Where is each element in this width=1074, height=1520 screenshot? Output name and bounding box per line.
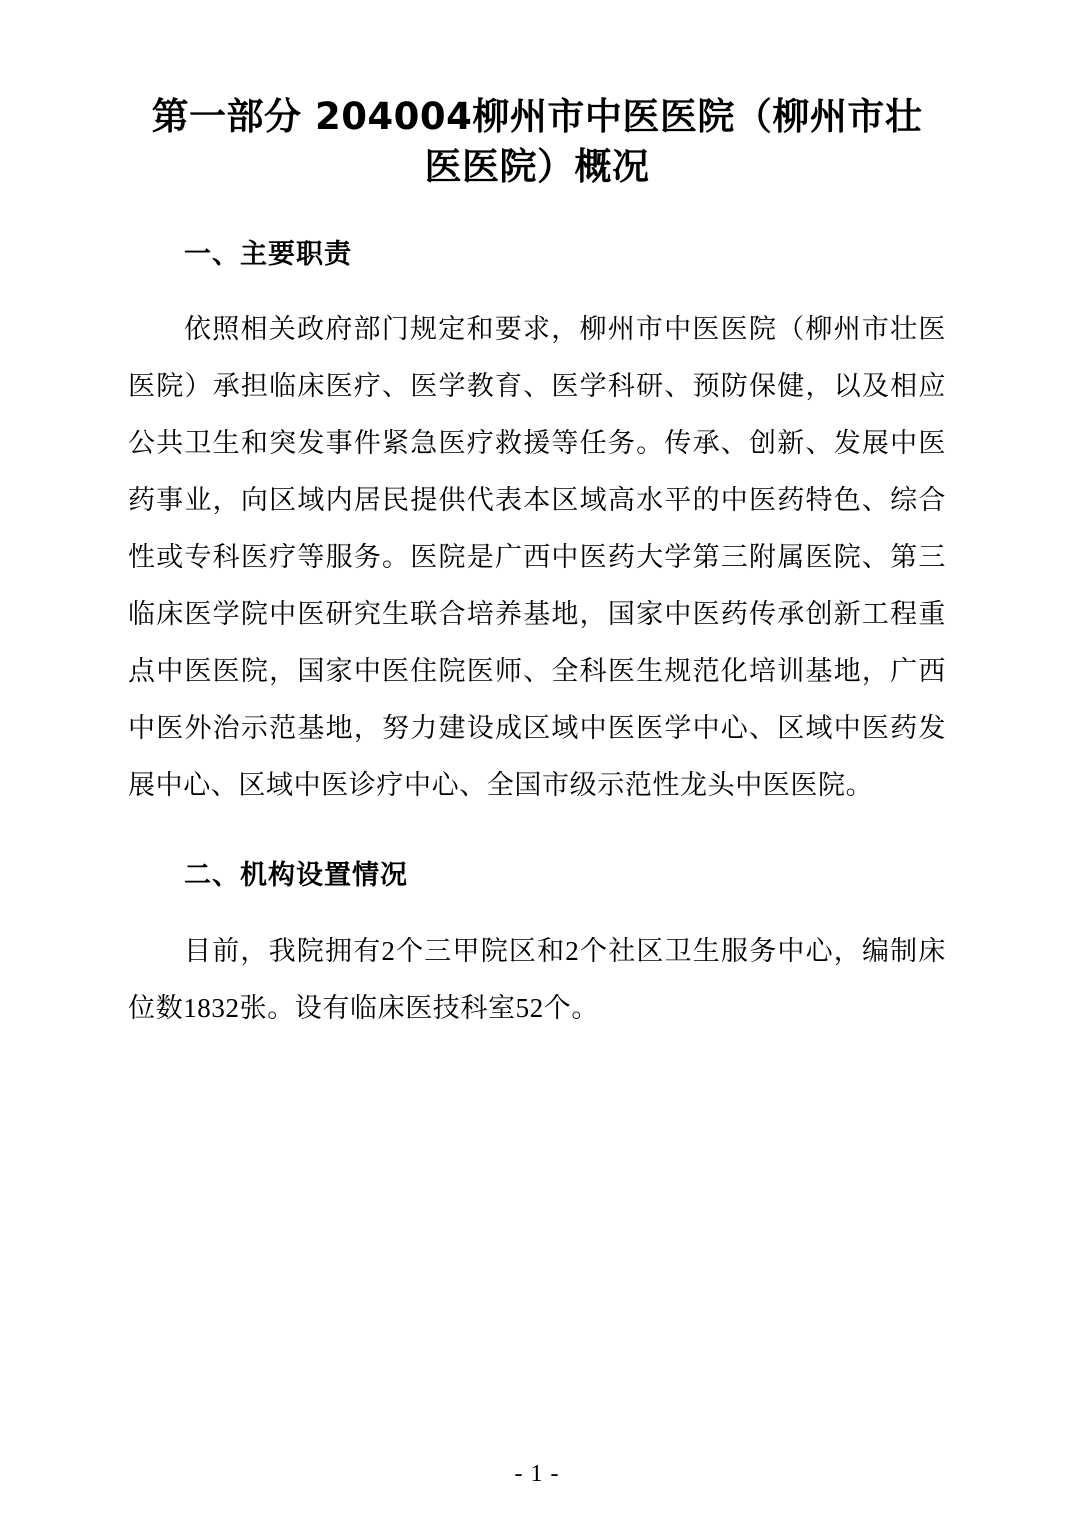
page-number: - 1 -	[514, 1461, 560, 1487]
section-heading-organization: 二、机构设置情况	[184, 860, 408, 892]
page-title: 第一部分 204004柳州市中医医院（柳州市壮医医院）概况	[151, 95, 923, 189]
section-heading-main-duties: 一、主要职责	[184, 238, 352, 270]
section-paragraph-organization: 目前，我院拥有2个三甲院区和2个社区卫生服务中心，编制床位数1832张。设有临床医技科室52个。	[128, 935, 946, 1023]
section-paragraph-main-duties: 依照相关政府部门规定和要求，柳州市中医医院（柳州市壮医医院）承担临床医疗、医学教育、医学科研、预防保健，以及相应公共卫生和突发事件紧急医疗救援等任务。传承、创新、发展中医药事业，向区域内居民提供代表本区域高水平的中医药特色、综合性或专科医疗等服务。医院是广西中医药大学第三附属医院、第三临床医学院中医研究生联合培养基地，国家中医药传承创新工程重点中医医院，国家中医住院医师、全科医生规范化培训基地，广西中医外治示范基地，努力建设成区域中医医学中心、区域中医药发展中心、区域中医诊疗中心、全国市级示范性龙头中医医院。	[128, 314, 946, 801]
